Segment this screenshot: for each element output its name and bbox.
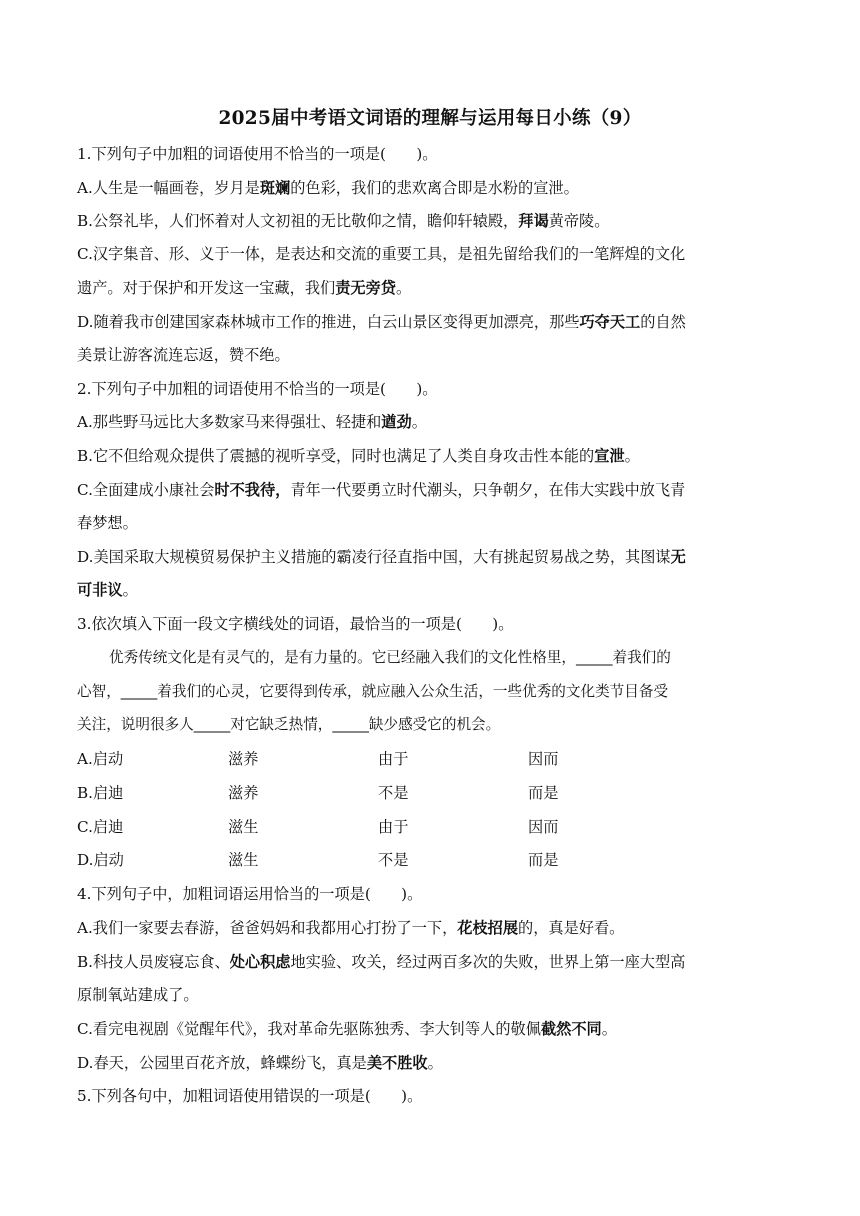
q1-option-b: B.公祭礼毕，人们怀着对人文初祖的无比敬仰之情，瞻仰轩辕殿，拜谒黄帝陵。 (77, 212, 610, 230)
q1-option-a: A.人生是一幅画卷，岁月是斑斓的色彩，我们的悲欢离合即是水粉的宣泄。 (77, 179, 579, 197)
q4-option-a: A.我们一家要去春游，爸爸妈妈和我都用心打扮了一下，花枝招展的，真是好看。 (77, 919, 625, 937)
worksheet-page: 2025届中考语文词语的理解与运用每日小练（9） 1.下列句子中加粗的词语使用不恰当的一项是( )。 A.人生是一幅画卷，岁月是斑斓的色彩，我们的悲欢离合即是水粉的宣泄。 B.公祭礼毕，人们怀着对人文初祖的无比敬仰之情，瞻仰轩辕殿，拜谒黄帝陵。 C.汉字集音、形、义于一体，是表达和交流的重要工具，是祖先留给我们的一笔辉煌的文化 遗产。对于保护和开发这一宝藏，我们责无旁贷。 D.随着我市创建国家森林城市工作的推进，白云山景区变得更加漂亮，那些巧夺天工的自然 美景让游客流连忘返，赞不绝。 2.下列句子中加粗的词语使用不恰当的一项是( )。 A.那些野马远比大多数家马来得强壮、轻捷和遒劲。 B.它不但给观众提供了震撼的视听享受，同时也满足了人类自身攻击性本能的宣泄。 C.全面建成小康社会时不我待，青年一代要勇立时代潮头，只争朝夕，在伟大实践中放飞青 春梦想。 D.美国采取大规模贸易保护主义措施的霸凌行径直指中国，大有挑起贸易战之势，其图谋无 可非议。 3.依次填入下面一段文字横线处的词语，最恰当的一项是( )。 优秀传统文化是有灵气的，是有力量的。它已经融入我们的文化性格里，_____着我们的 心智，_____着我们的心灵，它要得到传承，就应融入公众生活，一些优秀的文化类节目备受 关注，说明很多人_____对它缺乏热情，_____缺少感受它的机会。 A.启动 滋养 由于 因而 B.启迪 滋养 不是 而是 C.启迪 滋生 由于 因而 D.启动 滋生 不是 而是 4.下列句子中，加粗词语运用恰当的一项是( )。 A.我们一家要去春游，爸爸妈妈和我都用心打扮了一下，花枝招展的，真是好看。 B.科技人员废寝忘食、处心积虑地实验、攻关，经过两百多次的失败，世界上第一座大型高 原制氧站建成了。 C.看完电视剧《觉醒年代》，我对革命先驱陈独秀、李大钊等人的敬佩截然不同。 D.春天，公园里百花齐放，蜂蝶纷飞，真是美不胜收。 5.下列各句中，加粗词语使用错误的一项是( )。 (0, 0, 860, 1216)
q4-option-c: C.看完电视剧《觉醒年代》，我对革命先驱陈独秀、李大钊等人的敬佩截然不同。 (77, 1020, 617, 1038)
q1-stem: 1.下列句子中加粗的词语使用不恰当的一项是( )。 (77, 145, 438, 163)
page-title: 2025届中考语文词语的理解与运用每日小练（9） (218, 108, 642, 129)
q3-stem: 3.依次填入下面一段文字横线处的词语，最恰当的一项是( )。 (77, 615, 514, 633)
q2-option-c-line1: C.全面建成小康社会时不我待，青年一代要勇立时代潮头，只争朝夕，在伟大实践中放飞青 (77, 481, 686, 499)
q4-stem: 4.下列句子中，加粗词语运用恰当的一项是( )。 (77, 885, 423, 903)
q4-option-b-line2: 原制氧站建成了。 (77, 986, 199, 1004)
q1-option-c-line1: C.汉字集音、形、义于一体，是表达和交流的重要工具，是祖先留给我们的一笔辉煌的文化 (77, 245, 686, 263)
q2-option-a: A.那些野马远比大多数家马来得强壮、轻捷和遒劲。 (77, 413, 427, 431)
q3-passage-line2: 心智，_____着我们的心灵，它要得到传承，就应融入公众生活，一些优秀的文化类节目备受 (77, 683, 669, 700)
q2-option-d-line2: 可非议。 (77, 581, 138, 599)
q1-option-d-line1: D.随着我市创建国家森林城市工作的推进，白云山景区变得更加漂亮，那些巧夺天工的自然 (77, 313, 686, 331)
q4-option-d: D.春天，公园里百花齐放，蜂蝶纷飞，真是美不胜收。 (77, 1054, 443, 1072)
q1-option-d-line2: 美景让游客流连忘返，赞不绝。 (77, 346, 290, 364)
q2-stem: 2.下列句子中加粗的词语使用不恰当的一项是( )。 (77, 380, 438, 398)
q2-option-b: B.它不但给观众提供了震撼的视听享受，同时也满足了人类自身攻击性本能的宣泄。 (77, 447, 640, 465)
q5-stem: 5.下列各句中，加粗词语使用错误的一项是( )。 (77, 1087, 423, 1105)
q4-option-b-line1: B.科技人员废寝忘食、处心积虑地实验、攻关，经过两百多次的失败，世界上第一座大型高 (77, 953, 686, 971)
q3-passage-line3: 关注，说明很多人_____对它缺乏热情，_____缺少感受它的机会。 (77, 716, 501, 733)
q1-option-c-line2: 遗产。对于保护和开发这一宝藏，我们责无旁贷。 (77, 279, 412, 297)
q3-passage-line1: 优秀传统文化是有灵气的，是有力量的。它已经融入我们的文化性格里，_____着我们的 (109, 649, 671, 666)
q2-option-c-line2: 春梦想。 (77, 514, 138, 532)
q2-option-d-line1: D.美国采取大规模贸易保护主义措施的霸凌行径直指中国，大有挑起贸易战之势，其图谋无 (77, 548, 686, 566)
